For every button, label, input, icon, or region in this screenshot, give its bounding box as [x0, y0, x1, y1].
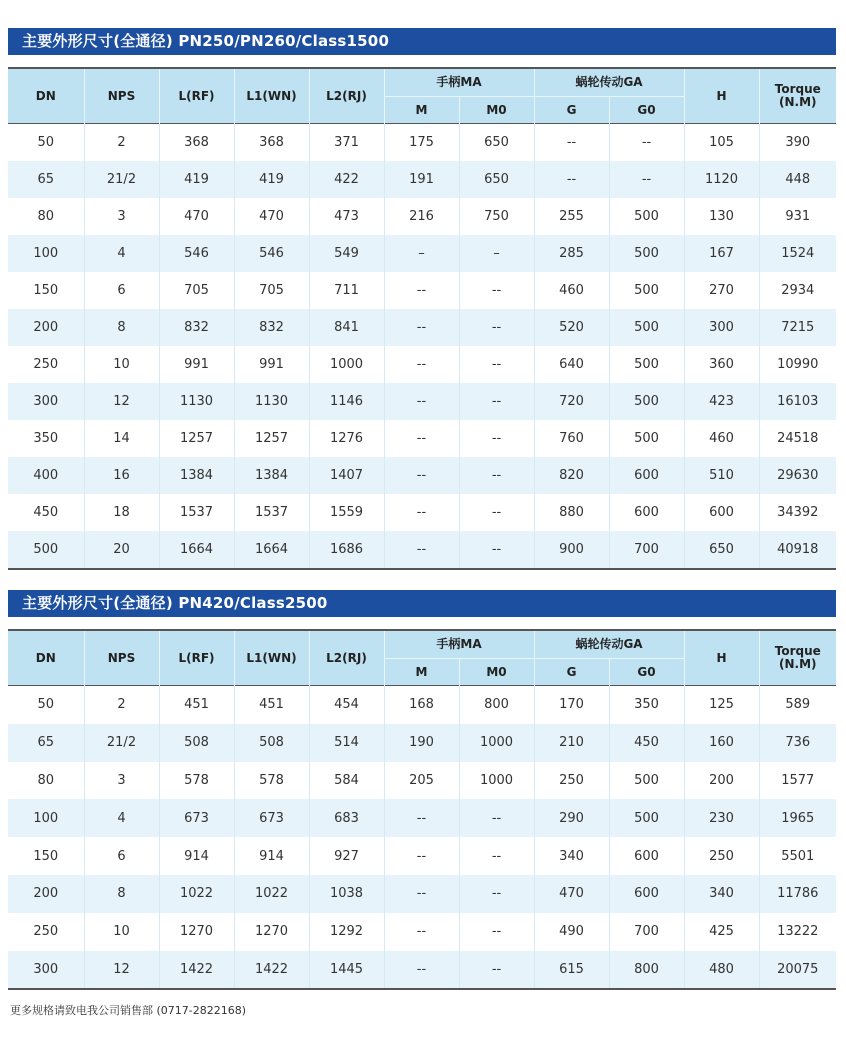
table-cell: 419 [159, 161, 234, 198]
table-cell: 6 [84, 272, 159, 309]
table-cell: 20075 [759, 951, 836, 990]
table-cell: 508 [159, 724, 234, 762]
header-gear-ga: 蜗轮传动GA [534, 68, 684, 97]
table-cell: -- [384, 494, 459, 531]
table-cell: 285 [534, 235, 609, 272]
section-pn250 [8, 28, 836, 570]
table-cell: 390 [759, 124, 836, 162]
table-cell: -- [459, 875, 534, 913]
table-cell: 700 [609, 913, 684, 951]
dimension-table [8, 67, 836, 570]
header-m0: M0 [459, 97, 534, 124]
table-cell: 34392 [759, 494, 836, 531]
table-cell: 508 [234, 724, 309, 762]
table-cell: 615 [534, 951, 609, 990]
header-handle-ma: 手柄MA [384, 630, 534, 659]
table-cell: 200 [8, 309, 84, 346]
table-cell: 500 [609, 309, 684, 346]
header-torque: Torque (N.M) [759, 630, 836, 686]
table-cell: 683 [309, 799, 384, 837]
table-cell: -- [384, 913, 459, 951]
table-cell: 1559 [309, 494, 384, 531]
table-cell: 4 [84, 235, 159, 272]
table-cell: 473 [309, 198, 384, 235]
table-cell: 1257 [159, 420, 234, 457]
table-cell: 11786 [759, 875, 836, 913]
table-cell: -- [459, 837, 534, 875]
table-cell: 175 [384, 124, 459, 162]
table-cell: 470 [234, 198, 309, 235]
table-cell: 460 [534, 272, 609, 309]
table-cell: -- [384, 875, 459, 913]
table-cell: 470 [159, 198, 234, 235]
table-cell: -- [384, 309, 459, 346]
table-cell: 16103 [759, 383, 836, 420]
table-cell: 300 [8, 383, 84, 420]
header-m: M [384, 659, 459, 686]
contact-footer: 更多规格请致电我公司销售部 (0717-2822168) [10, 1004, 247, 1017]
table-cell: 1422 [159, 951, 234, 990]
table-cell: 600 [609, 837, 684, 875]
table-cell: -- [459, 951, 534, 990]
table-cell: 700 [609, 531, 684, 569]
table-cell: 500 [609, 272, 684, 309]
table-cell: 914 [234, 837, 309, 875]
table-cell: 80 [8, 762, 84, 800]
table-cell: 1022 [159, 875, 234, 913]
table-cell: -- [384, 951, 459, 990]
header-m0: M0 [459, 659, 534, 686]
table-cell: 1407 [309, 457, 384, 494]
table-cell: 250 [8, 346, 84, 383]
table-cell: -- [384, 420, 459, 457]
table-cell: 1537 [159, 494, 234, 531]
table-cell: 1445 [309, 951, 384, 990]
table-cell: 340 [684, 875, 759, 913]
table-cell: 200 [684, 762, 759, 800]
header-l2-rj: L2(RJ) [309, 68, 384, 124]
table-cell: -- [609, 124, 684, 162]
table-row [8, 124, 836, 162]
header-dn: DN [8, 630, 84, 686]
table-cell: 13222 [759, 913, 836, 951]
table-cell: 16 [84, 457, 159, 494]
header-l-rf: L(RF) [159, 68, 234, 124]
table-cell: 2 [84, 124, 159, 162]
table-cell: 205 [384, 762, 459, 800]
table-cell: 720 [534, 383, 609, 420]
table-cell: 270 [684, 272, 759, 309]
table-cell: 423 [684, 383, 759, 420]
table-cell: 832 [159, 309, 234, 346]
table-cell: 450 [609, 724, 684, 762]
header-l1-wn: L1(WN) [234, 68, 309, 124]
table-cell: 24518 [759, 420, 836, 457]
table-cell: 578 [159, 762, 234, 800]
table-cell: 705 [159, 272, 234, 309]
table-cell: 514 [309, 724, 384, 762]
table-cell: 20 [84, 531, 159, 569]
table-cell: 991 [234, 346, 309, 383]
table-cell: 1384 [159, 457, 234, 494]
table-cell: 760 [534, 420, 609, 457]
table-cell: 1038 [309, 875, 384, 913]
table-cell: 1130 [159, 383, 234, 420]
table-cell: 500 [609, 235, 684, 272]
table-cell: 200 [8, 875, 84, 913]
table-cell: 160 [684, 724, 759, 762]
table-cell: 12 [84, 951, 159, 990]
table-cell: -- [534, 161, 609, 198]
table-cell: 832 [234, 309, 309, 346]
table-cell: -- [384, 799, 459, 837]
table-header [8, 630, 836, 686]
table-cell: 460 [684, 420, 759, 457]
table-row [8, 198, 836, 235]
table-cell: -- [459, 494, 534, 531]
header-m: M [384, 97, 459, 124]
table-cell: 21/2 [84, 161, 159, 198]
table-cell: 880 [534, 494, 609, 531]
table-cell: 454 [309, 686, 384, 724]
table-cell: 350 [609, 686, 684, 724]
table-cell: 350 [8, 420, 84, 457]
table-cell: 451 [159, 686, 234, 724]
table-row [8, 531, 836, 569]
table-cell: 105 [684, 124, 759, 162]
table-cell: 450 [8, 494, 84, 531]
table-cell: 1000 [459, 724, 534, 762]
table-cell: 7215 [759, 309, 836, 346]
table-cell: 18 [84, 494, 159, 531]
table-cell: 800 [609, 951, 684, 990]
header-l-rf: L(RF) [159, 630, 234, 686]
table-cell: 490 [534, 913, 609, 951]
table-cell: 65 [8, 724, 84, 762]
table-cell: -- [459, 346, 534, 383]
table-row [8, 457, 836, 494]
table-cell: -- [534, 124, 609, 162]
table-cell: 2 [84, 686, 159, 724]
table-cell: 3 [84, 762, 159, 800]
table-cell: 250 [684, 837, 759, 875]
table-row [8, 161, 836, 198]
header-g: G [534, 97, 609, 124]
table-cell: 422 [309, 161, 384, 198]
table-cell: 5501 [759, 837, 836, 875]
table-row [8, 724, 836, 762]
table-cell: 1664 [234, 531, 309, 569]
table-row [8, 309, 836, 346]
table-cell: 40918 [759, 531, 836, 569]
table-row [8, 799, 836, 837]
table-row [8, 272, 836, 309]
section-pn420 [8, 590, 836, 990]
table-cell: 1965 [759, 799, 836, 837]
header-l1-wn: L1(WN) [234, 630, 309, 686]
header-h: H [684, 630, 759, 686]
table-cell: 191 [384, 161, 459, 198]
table-row [8, 951, 836, 990]
table-cell: -- [384, 383, 459, 420]
table-cell: 6 [84, 837, 159, 875]
table-cell: 425 [684, 913, 759, 951]
table-cell: 340 [534, 837, 609, 875]
table-cell: 12 [84, 383, 159, 420]
table-cell: -- [459, 799, 534, 837]
table-cell: 1276 [309, 420, 384, 457]
table-cell: 190 [384, 724, 459, 762]
table-cell: 250 [534, 762, 609, 800]
table-cell: 4 [84, 799, 159, 837]
table-row [8, 346, 836, 383]
table-cell: 1686 [309, 531, 384, 569]
table-cell: – [384, 235, 459, 272]
header-nps: NPS [84, 630, 159, 686]
table-cell: 578 [234, 762, 309, 800]
table-cell: 510 [684, 457, 759, 494]
table-cell: 927 [309, 837, 384, 875]
table-cell: -- [459, 913, 534, 951]
table-cell: 1257 [234, 420, 309, 457]
table-cell: 210 [534, 724, 609, 762]
table-cell: 10 [84, 913, 159, 951]
table-cell: 130 [684, 198, 759, 235]
table-cell: 1130 [234, 383, 309, 420]
table-cell: -- [459, 420, 534, 457]
table-cell: 1537 [234, 494, 309, 531]
table-cell: -- [384, 837, 459, 875]
table-cell: 14 [84, 420, 159, 457]
table-cell: 1664 [159, 531, 234, 569]
table-cell: -- [459, 309, 534, 346]
section-title: 主要外形尺寸(全通径) PN420/Class2500 [8, 590, 836, 617]
table-cell: 250 [8, 913, 84, 951]
table-cell: 1524 [759, 235, 836, 272]
table-cell: 673 [234, 799, 309, 837]
table-cell: -- [459, 383, 534, 420]
table-cell: 500 [609, 346, 684, 383]
table-cell: -- [384, 272, 459, 309]
table-cell: 10 [84, 346, 159, 383]
table-cell: -- [609, 161, 684, 198]
table-cell: 546 [159, 235, 234, 272]
table-cell: 600 [609, 457, 684, 494]
header-torque: Torque (N.M) [759, 68, 836, 124]
table-cell: 167 [684, 235, 759, 272]
table-cell: 168 [384, 686, 459, 724]
table-cell: 991 [159, 346, 234, 383]
table-cell: 1384 [234, 457, 309, 494]
table-cell: 480 [684, 951, 759, 990]
table-cell: 448 [759, 161, 836, 198]
table-cell: 650 [459, 124, 534, 162]
table-cell: 900 [534, 531, 609, 569]
table-cell: 800 [459, 686, 534, 724]
table-row [8, 837, 836, 875]
table-row [8, 762, 836, 800]
table-cell: 549 [309, 235, 384, 272]
table-cell: 1146 [309, 383, 384, 420]
table-cell: 368 [159, 124, 234, 162]
table-cell: -- [459, 457, 534, 494]
table-cell: 520 [534, 309, 609, 346]
table-cell: -- [459, 272, 534, 309]
table-cell: 1270 [234, 913, 309, 951]
table-cell: 1577 [759, 762, 836, 800]
table-row [8, 686, 836, 724]
table-cell: 10990 [759, 346, 836, 383]
table-cell: 2934 [759, 272, 836, 309]
table-cell: 750 [459, 198, 534, 235]
table-cell: 125 [684, 686, 759, 724]
table-cell: 255 [534, 198, 609, 235]
table-cell: 8 [84, 875, 159, 913]
table-header [8, 68, 836, 124]
table-cell: 820 [534, 457, 609, 494]
table-cell: 1000 [459, 762, 534, 800]
table-cell: 360 [684, 346, 759, 383]
table-row [8, 235, 836, 272]
table-cell: 914 [159, 837, 234, 875]
table-cell: 600 [609, 875, 684, 913]
table-row [8, 494, 836, 531]
table-cell: 150 [8, 272, 84, 309]
table-cell: 65 [8, 161, 84, 198]
table-cell: 80 [8, 198, 84, 235]
table-cell: 21/2 [84, 724, 159, 762]
table-cell: 50 [8, 686, 84, 724]
table-cell: 371 [309, 124, 384, 162]
table-cell: 931 [759, 198, 836, 235]
table-cell: 1000 [309, 346, 384, 383]
table-row [8, 420, 836, 457]
table-cell: 216 [384, 198, 459, 235]
table-cell: – [459, 235, 534, 272]
table-cell: 841 [309, 309, 384, 346]
table-cell: 500 [609, 383, 684, 420]
table-cell: 705 [234, 272, 309, 309]
header-h: H [684, 68, 759, 124]
table-cell: -- [384, 457, 459, 494]
header-nps: NPS [84, 68, 159, 124]
header-handle-ma: 手柄MA [384, 68, 534, 97]
table-cell: 500 [609, 198, 684, 235]
table-cell: 100 [8, 799, 84, 837]
table-cell: 711 [309, 272, 384, 309]
table-cell: 500 [8, 531, 84, 569]
table-cell: 650 [684, 531, 759, 569]
table-cell: 100 [8, 235, 84, 272]
table-cell: 451 [234, 686, 309, 724]
table-cell: 500 [609, 799, 684, 837]
table-cell: 600 [609, 494, 684, 531]
table-cell: 500 [609, 420, 684, 457]
table-cell: 584 [309, 762, 384, 800]
table-cell: -- [384, 531, 459, 569]
table-cell: 1422 [234, 951, 309, 990]
table-cell: 230 [684, 799, 759, 837]
table-cell: 300 [8, 951, 84, 990]
table-cell: 470 [534, 875, 609, 913]
table-cell: 1292 [309, 913, 384, 951]
table-cell: 736 [759, 724, 836, 762]
table-cell: 1270 [159, 913, 234, 951]
table-row [8, 913, 836, 951]
table-cell: 673 [159, 799, 234, 837]
table-cell: 50 [8, 124, 84, 162]
table-cell: -- [459, 531, 534, 569]
table-cell: 400 [8, 457, 84, 494]
header-g0: G0 [609, 97, 684, 124]
table-cell: 150 [8, 837, 84, 875]
header-gear-ga: 蜗轮传动GA [534, 630, 684, 659]
table-cell: 170 [534, 686, 609, 724]
table-cell: 290 [534, 799, 609, 837]
table-cell: 368 [234, 124, 309, 162]
table-cell: 3 [84, 198, 159, 235]
header-g: G [534, 659, 609, 686]
table-cell: 640 [534, 346, 609, 383]
table-cell: 1022 [234, 875, 309, 913]
table-cell: 589 [759, 686, 836, 724]
dimension-table [8, 629, 836, 990]
table-cell: 1120 [684, 161, 759, 198]
table-cell: -- [384, 346, 459, 383]
header-g0: G0 [609, 659, 684, 686]
table-cell: 300 [684, 309, 759, 346]
table-cell: 29630 [759, 457, 836, 494]
table-cell: 600 [684, 494, 759, 531]
header-l2-rj: L2(RJ) [309, 630, 384, 686]
table-cell: 650 [459, 161, 534, 198]
table-cell: 419 [234, 161, 309, 198]
table-cell: 546 [234, 235, 309, 272]
section-title: 主要外形尺寸(全通径) PN250/PN260/Class1500 [8, 28, 836, 55]
header-dn: DN [8, 68, 84, 124]
table-cell: 8 [84, 309, 159, 346]
table-cell: 500 [609, 762, 684, 800]
table-row [8, 383, 836, 420]
table-row [8, 875, 836, 913]
